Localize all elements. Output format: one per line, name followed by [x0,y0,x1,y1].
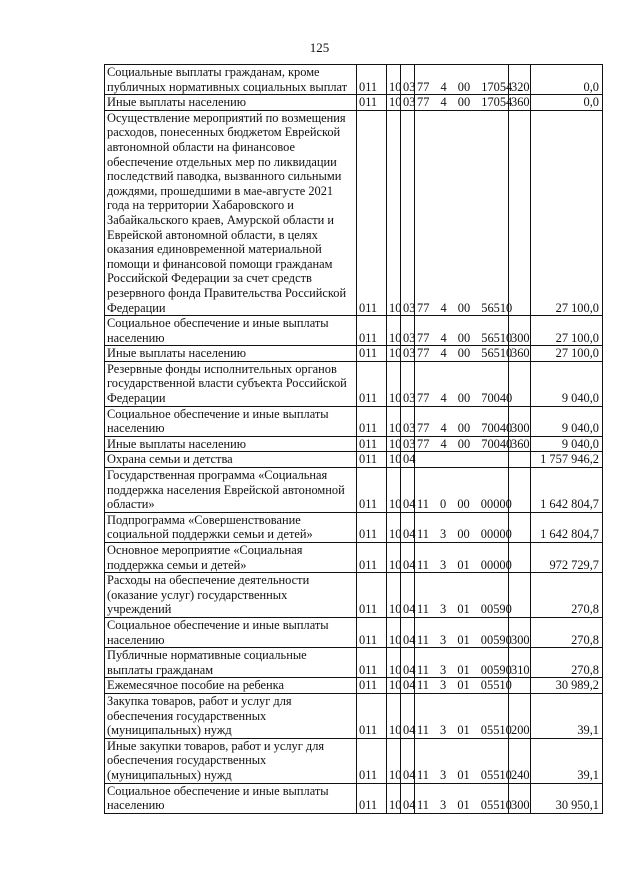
department-code: 011 [357,783,387,813]
department-code: 011 [357,573,387,618]
amount: 9 040,0 [531,361,603,406]
expense-type-code: 300 [509,617,531,647]
expense-type-code: 240 [509,738,531,783]
table-row [105,406,603,436]
target-article-code: 77 4 00 70040 [415,406,509,436]
target-article-code: 77 4 00 17054 [415,65,509,95]
row-name: Иные выплаты населению [105,346,357,362]
department-code: 011 [357,617,387,647]
section-code: 10 [387,783,401,813]
table-row [105,512,603,542]
amount: 0,0 [531,65,603,95]
expense-type-code [509,573,531,618]
target-article-code: 77 4 00 56510 [415,110,509,315]
department-code: 011 [357,95,387,111]
row-name: Подпрограмма «Совершенствование социальной поддержки семьи и детей» [105,512,357,542]
section-code: 10 [387,346,401,362]
table-row [105,110,603,315]
row-name: Социальное обеспечение и иные выплаты населению [105,783,357,813]
table-row [105,346,603,362]
section-code: 10 [387,110,401,315]
row-name: Социальное обеспечение и иные выплаты населению [105,316,357,346]
table-row [105,738,603,783]
section-code: 10 [387,678,401,694]
amount: 1 757 946,2 [531,452,603,468]
target-article-code: 11 0 00 00000 [415,468,509,513]
amount: 27 100,0 [531,316,603,346]
row-name: Социальное обеспечение и иные выплаты населению [105,406,357,436]
target-article-code: 11 3 01 05510 [415,738,509,783]
expense-type-code [509,512,531,542]
target-article-code: 11 3 01 00590 [415,573,509,618]
amount: 270,8 [531,648,603,678]
section-code: 10 [387,617,401,647]
department-code: 011 [357,693,387,738]
amount: 9 040,0 [531,436,603,452]
department-code: 011 [357,110,387,315]
row-name: Иные выплаты населению [105,436,357,452]
section-code: 10 [387,468,401,513]
department-code: 011 [357,648,387,678]
subsection-code: 03 [401,361,415,406]
budget-table [104,64,603,814]
target-article-code: 11 3 01 05510 [415,678,509,694]
row-name: Иные выплаты населению [105,95,357,111]
table-row [105,316,603,346]
department-code: 011 [357,512,387,542]
subsection-code: 04 [401,452,415,468]
subsection-code: 03 [401,95,415,111]
target-article-code: 11 3 01 00000 [415,543,509,573]
budget-table-body [105,65,603,814]
expense-type-code [509,452,531,468]
row-name: Публичные нормативные социальные выплаты гражданам [105,648,357,678]
expense-type-code: 310 [509,648,531,678]
table-row [105,95,603,111]
amount: 270,8 [531,617,603,647]
subsection-code: 03 [401,110,415,315]
row-name: Государственная программа «Социальная поддержка населения Еврейской автономной области» [105,468,357,513]
row-name: Резервные фонды исполнительных органов государственной власти субъекта Российской Федерации [105,361,357,406]
expense-type-code: 360 [509,346,531,362]
target-article-code: 77 4 00 17054 [415,95,509,111]
subsection-code: 04 [401,648,415,678]
subsection-code: 04 [401,543,415,573]
department-code: 011 [357,406,387,436]
target-article-code: 11 3 01 05510 [415,693,509,738]
table-row [105,678,603,694]
department-code: 011 [357,468,387,513]
amount: 270,8 [531,573,603,618]
subsection-code: 04 [401,693,415,738]
amount: 972 729,7 [531,543,603,573]
target-article-code [415,452,509,468]
row-name: Социальное обеспечение и иные выплаты населению [105,617,357,647]
section-code: 10 [387,738,401,783]
expense-type-code: 300 [509,406,531,436]
row-name: Иные закупки товаров, работ и услуг для обеспечения государственных (муниципальных) нужд [105,738,357,783]
section-code: 10 [387,95,401,111]
row-name: Ежемесячное пособие на ребенка [105,678,357,694]
table-row [105,436,603,452]
subsection-code: 04 [401,573,415,618]
target-article-code: 11 3 01 00590 [415,648,509,678]
subsection-code: 04 [401,617,415,647]
department-code: 011 [357,65,387,95]
table-row [105,361,603,406]
department-code: 011 [357,436,387,452]
target-article-code: 77 4 00 70040 [415,436,509,452]
table-row [105,543,603,573]
table-row [105,452,603,468]
row-name: Основное мероприятие «Социальная поддержка семьи и детей» [105,543,357,573]
section-code: 10 [387,65,401,95]
subsection-code: 03 [401,65,415,95]
table-row [105,573,603,618]
subsection-code: 03 [401,316,415,346]
table-row [105,783,603,813]
department-code: 011 [357,452,387,468]
amount: 1 642 804,7 [531,468,603,513]
amount: 0,0 [531,95,603,111]
section-code: 10 [387,573,401,618]
amount: 30 950,1 [531,783,603,813]
section-code: 10 [387,693,401,738]
expense-type-code: 200 [509,693,531,738]
row-name: Закупка товаров, работ и услуг для обеспечения государственных (муниципальных) нужд [105,693,357,738]
section-code: 10 [387,512,401,542]
expense-type-code: 300 [509,783,531,813]
subsection-code: 04 [401,678,415,694]
row-name: Расходы на обеспечение деятельности (оказание услуг) государственных учреждений [105,573,357,618]
expense-type-code [509,678,531,694]
subsection-code: 03 [401,406,415,436]
department-code: 011 [357,738,387,783]
table-row [105,65,603,95]
expense-type-code [509,110,531,315]
target-article-code: 11 3 01 00590 [415,617,509,647]
amount: 9 040,0 [531,406,603,436]
section-code: 10 [387,648,401,678]
amount: 39,1 [531,738,603,783]
subsection-code: 04 [401,738,415,783]
table-row [105,693,603,738]
row-name: Охрана семьи и детства [105,452,357,468]
target-article-code: 77 4 00 56510 [415,316,509,346]
department-code: 011 [357,316,387,346]
table-row [105,468,603,513]
section-code: 10 [387,316,401,346]
expense-type-code: 320 [509,65,531,95]
expense-type-code: 360 [509,436,531,452]
row-name: Осуществление мероприятий по возмещения расходов, понесенных бюджетом Еврейской автономной области на финансовое обеспечение отдельных мер по ликвидации последствий паводка, вызванного сильными дождями, прошедшими в мае-августе 2021 года на территории Хабаровского и Забайкальского краев, Амурской области и Еврейской автономной области, в целях оказания единовременной материальной помощи и финансовой помощи гражданам Российской Федерации за счет средств резервного фонда Правительства Российской Федерации [105,110,357,315]
subsection-code: 04 [401,512,415,542]
row-name: Социальные выплаты гражданам, кроме публичных нормативных социальных выплат [105,65,357,95]
department-code: 011 [357,543,387,573]
subsection-code: 03 [401,346,415,362]
table-row [105,648,603,678]
amount: 27 100,0 [531,110,603,315]
department-code: 011 [357,346,387,362]
subsection-code: 04 [401,783,415,813]
target-article-code: 11 3 00 00000 [415,512,509,542]
page-number: 125 [309,40,330,55]
amount: 30 989,2 [531,678,603,694]
target-article-code: 77 4 00 56510 [415,346,509,362]
expense-type-code [509,543,531,573]
section-code: 10 [387,406,401,436]
target-article-code: 11 3 01 05510 [415,783,509,813]
subsection-code: 04 [401,468,415,513]
department-code: 011 [357,678,387,694]
expense-type-code: 360 [509,95,531,111]
target-article-code: 77 4 00 70040 [415,361,509,406]
section-code: 10 [387,543,401,573]
section-code: 10 [387,436,401,452]
subsection-code: 03 [401,436,415,452]
section-code: 10 [387,452,401,468]
department-code: 011 [357,361,387,406]
amount: 39,1 [531,693,603,738]
amount: 27 100,0 [531,346,603,362]
expense-type-code: 300 [509,316,531,346]
expense-type-code [509,468,531,513]
amount: 1 642 804,7 [531,512,603,542]
table-row [105,617,603,647]
section-code: 10 [387,361,401,406]
